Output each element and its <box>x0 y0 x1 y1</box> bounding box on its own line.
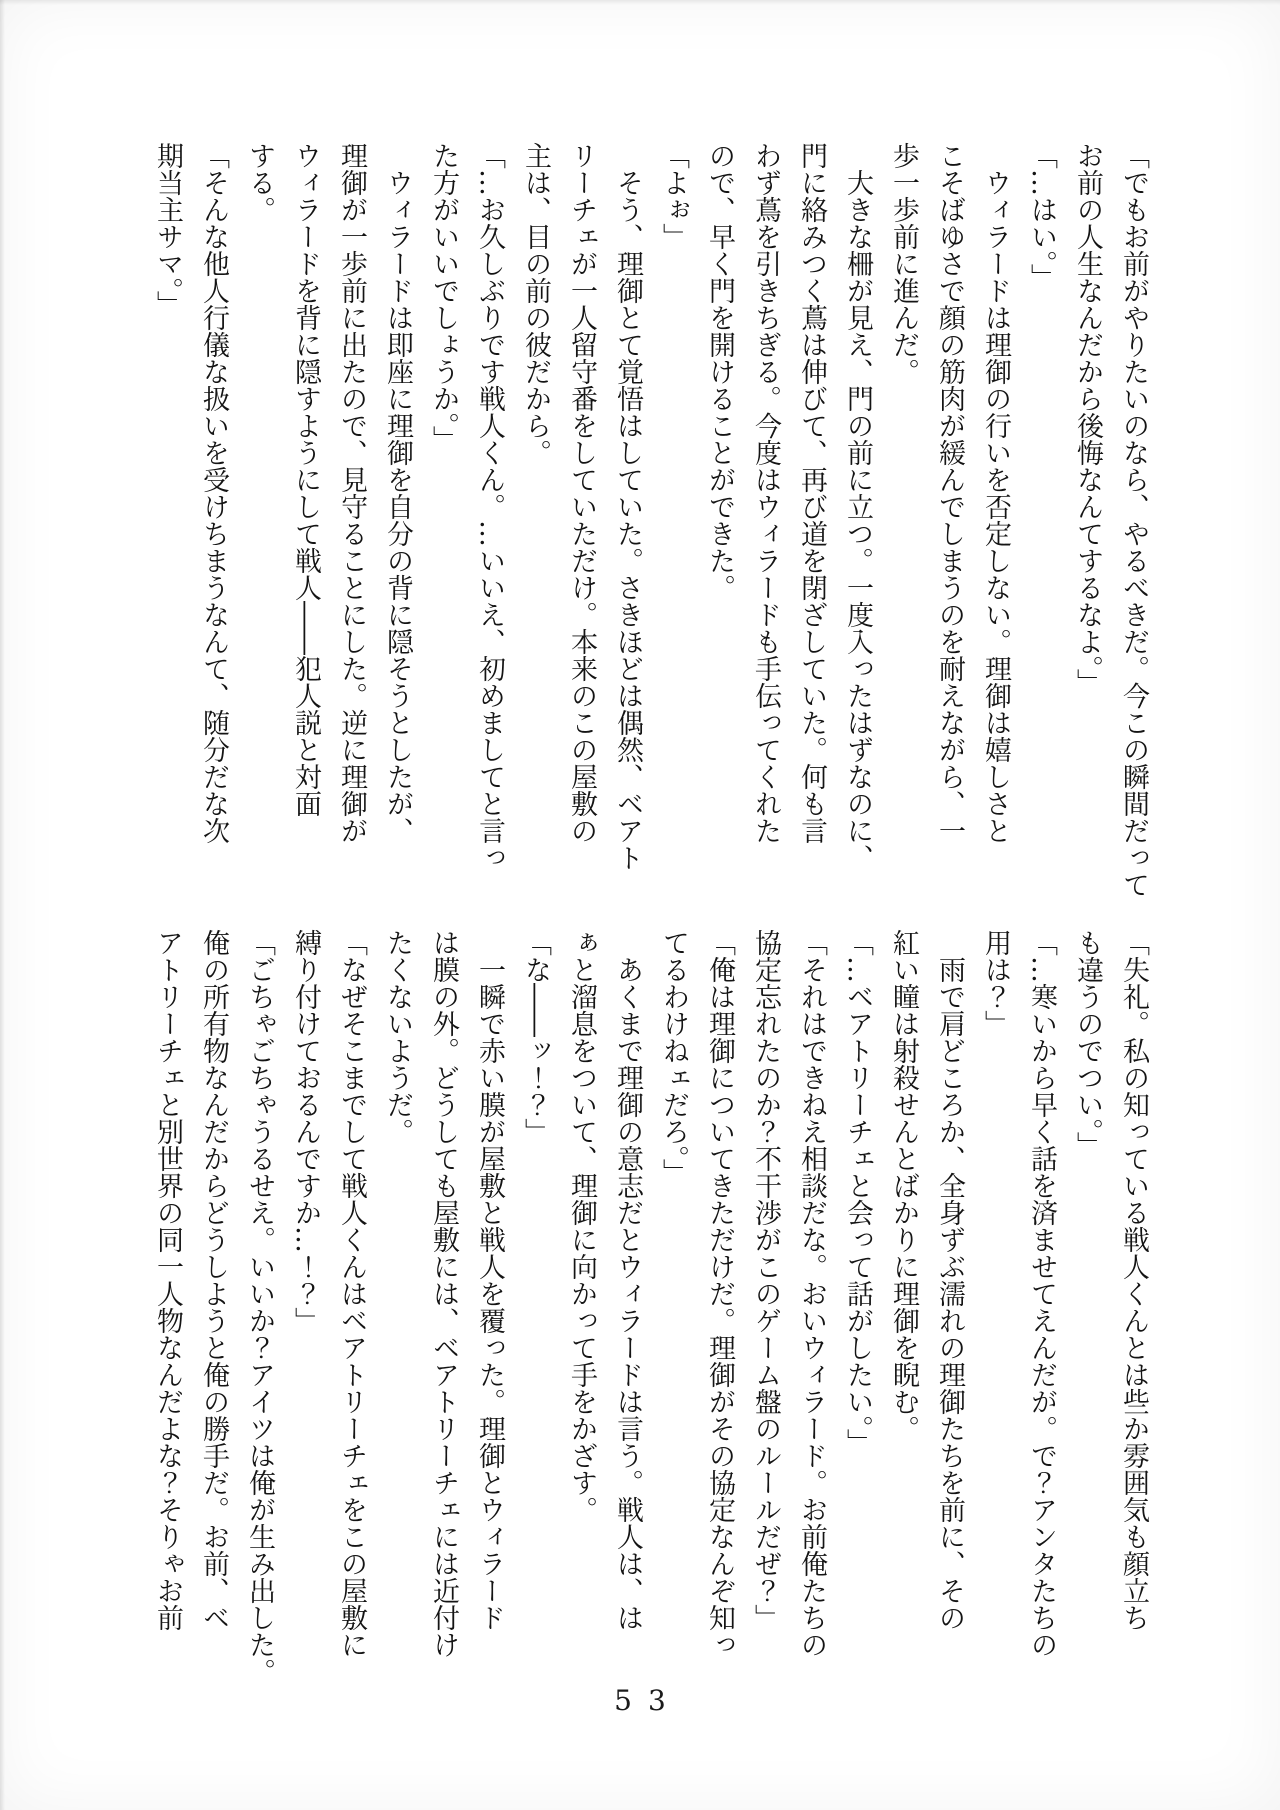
text-line: お前の人生なんだから後悔なんてするなよ。」 <box>1072 142 1103 696</box>
text-line: は膜の外。どうしても屋敷には、ベアトリーチェには近付け <box>428 929 459 1658</box>
text-line: する。 <box>244 142 275 223</box>
text-line: も違うのでつい。」 <box>1072 929 1103 1159</box>
text-line: 「なぜそこまでして戦人くんはベアトリーチェをこの屋敷に <box>336 929 367 1658</box>
text-line: 「…はい。」 <box>1026 142 1057 291</box>
text-line: わず蔦を引きちぎる。今度はウィラードも手伝ってくれた <box>750 142 781 844</box>
text-line: 「そんな他人行儀な扱いを受けちまうなんて、随分だな次 <box>198 142 229 844</box>
text-line: そう、理御とて覚悟はしていた。さきほどは偶然、ベアト <box>612 142 643 871</box>
text-line: 門に絡みつく蔦は伸びて、再び道を閉ざしていた。何も言 <box>796 142 827 844</box>
text-line: 「それはできねえ相談だな。おいウィラード。お前俺たちの <box>796 929 827 1658</box>
text-line: 俺の所有物なんだからどうしようと俺の勝手だ。お前、ベ <box>198 929 229 1631</box>
text-line: てるわけねェだろ。」 <box>658 929 689 1186</box>
text-line: 縛り付けておるんですか…！？」 <box>290 929 321 1334</box>
text-line: 歩一歩前に進んだ。 <box>888 142 919 385</box>
text-line: 理御が一歩前に出たので、見守ることにした。逆に理御が <box>336 142 367 844</box>
page-number: 53 <box>614 1684 682 1717</box>
text-line: 「ごちゃごちゃうるせえ。いいか？アイツは俺が生み出した。 <box>244 929 275 1685</box>
text-line: こそばゆさで顔の筋肉が緩んでしまうのを耐えながら、一 <box>934 142 965 844</box>
text-line: 「…お久しぶりです戦人くん。…いいえ、初めましてと言っ <box>474 142 505 871</box>
text-line: あくまで理御の意志だとウィラードは言う。戦人は、は <box>612 929 643 1631</box>
text-block-top <box>144 142 1156 932</box>
text-line: ぁと溜息をついて、理御に向かって手をかざす。 <box>566 929 597 1523</box>
text-line: 紅い瞳は射殺せんとばかりに理御を睨む。 <box>888 929 919 1442</box>
text-line: 「な――ッ！？」 <box>520 929 551 1145</box>
text-line: 「でもお前がやりたいのなら、やるべきだ。今この瞬間だって <box>1118 142 1149 898</box>
text-line: 一瞬で赤い膜が屋敷と戦人を覆った。理御とウィラード <box>474 929 505 1631</box>
text-block-bottom <box>144 929 1156 1719</box>
text-line: 期当主サマ。」 <box>152 142 183 318</box>
text-line: たくないようだ。 <box>382 929 413 1145</box>
text-line: ウィラードは即座に理御を自分の背に隠そうとしたが、 <box>382 142 413 844</box>
text-line: 大きな柵が見え、門の前に立つ。一度入ったはずなのに、 <box>842 142 873 871</box>
text-line: ウィラードを背に隠すようにして戦人――犯人説と対面 <box>290 142 321 817</box>
text-line: 「…寒いから早く話を済ませてえんだが。で？アンタたちの <box>1026 929 1057 1658</box>
text-line: 「失礼。私の知っている戦人くんとは些か雰囲気も顔立ち <box>1118 929 1149 1631</box>
text-line: 「よぉ」 <box>658 142 689 250</box>
text-line: リーチェが一人留守番をしていただけ。本来のこの屋敷の <box>566 142 597 844</box>
text-line: 「俺は理御についてきただけだ。理御がその協定なんぞ知っ <box>704 929 735 1658</box>
text-line: ウィラードは理御の行いを否定しない。理御は嬉しさと <box>980 142 1011 844</box>
text-line: 「…ベアトリーチェと会って話がしたい。」 <box>842 929 873 1456</box>
text-line: た方がいいでしょうか。」 <box>428 142 459 453</box>
text-line: 協定忘れたのか？不干渉がこのゲーム盤のルールだぜ？」 <box>750 929 781 1631</box>
text-line: 用は？」 <box>980 929 1011 1037</box>
text-line: アトリーチェと別世界の同一人物なんだよな？そりゃお前 <box>152 929 183 1631</box>
text-line: ので、早く門を開けることができた。 <box>704 142 735 601</box>
text-line: 雨で肩どころか、全身ずぶ濡れの理御たちを前に、その <box>934 929 965 1631</box>
text-line: 主は、目の前の彼だから。 <box>520 142 551 466</box>
